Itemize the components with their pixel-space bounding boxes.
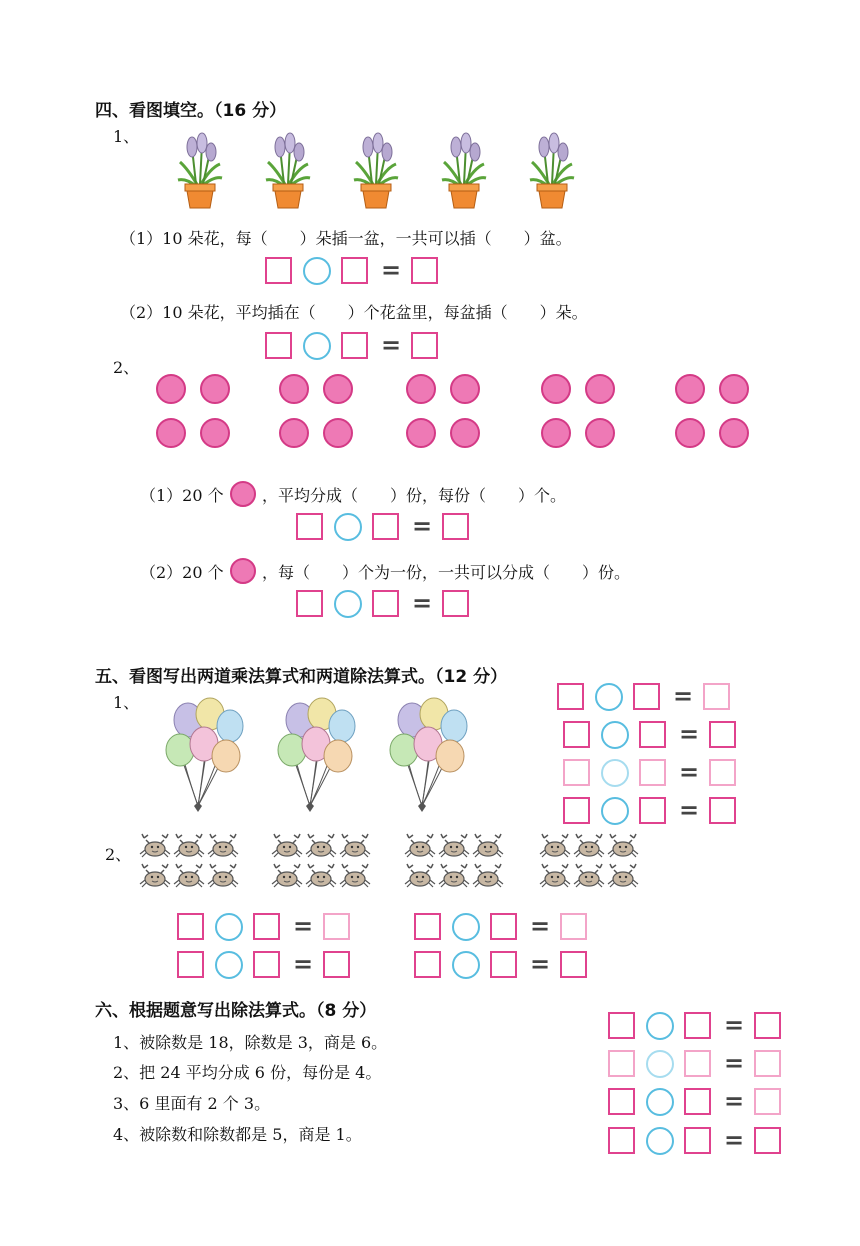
- answer-box[interactable]: [560, 913, 587, 940]
- answer-box[interactable]: [323, 913, 350, 940]
- answer-box[interactable]: [633, 683, 660, 710]
- answer-box[interactable]: [414, 913, 441, 940]
- answer-box[interactable]: [296, 513, 323, 540]
- s5-q2-number: 2、: [105, 845, 132, 864]
- crab-icon: [272, 834, 302, 857]
- equation-row: [296, 590, 476, 620]
- equation-row: [563, 759, 743, 789]
- crab-icon: [174, 834, 204, 857]
- pink-dot-icon: [156, 418, 186, 448]
- crab-icon: [473, 864, 503, 887]
- flower-pots-row: [170, 132, 590, 212]
- answer-box[interactable]: [265, 257, 292, 284]
- answer-box[interactable]: [754, 1012, 781, 1039]
- operator-circle[interactable]: [601, 721, 629, 749]
- answer-box[interactable]: [608, 1088, 635, 1115]
- pink-dot-icon: [719, 418, 749, 448]
- pink-dot-icon: [200, 374, 230, 404]
- operator-circle[interactable]: [601, 797, 629, 825]
- operator-circle[interactable]: [452, 951, 480, 979]
- crab-icon: [439, 834, 469, 857]
- answer-box[interactable]: [411, 332, 438, 359]
- pink-dot-icon: [279, 418, 309, 448]
- equation-row: [608, 1088, 788, 1118]
- operator-circle[interactable]: [646, 1012, 674, 1040]
- equals-sign: =: [673, 682, 694, 710]
- equation-row: [177, 913, 357, 943]
- equals-sign: =: [293, 950, 314, 978]
- answer-box[interactable]: [560, 951, 587, 978]
- q2-sub2-prefix: （2）20 个: [140, 563, 224, 582]
- operator-circle[interactable]: [215, 913, 243, 941]
- flower-pot-icon: [354, 133, 398, 208]
- pink-dot-icon: [585, 374, 615, 404]
- pink-dot-icon: [675, 418, 705, 448]
- answer-box[interactable]: [639, 759, 666, 786]
- answer-box[interactable]: [253, 951, 280, 978]
- answer-box[interactable]: [684, 1127, 711, 1154]
- answer-box[interactable]: [372, 590, 399, 617]
- answer-box[interactable]: [563, 797, 590, 824]
- q1-sub1-text: （1）10 朵花，每（ ）朵插一盆，一共可以插（ ）盆。: [120, 229, 572, 248]
- equation-row: [563, 797, 743, 827]
- crab-icon: [439, 864, 469, 887]
- crab-icon: [306, 864, 336, 887]
- answer-box[interactable]: [709, 759, 736, 786]
- pink-dot-icon: [719, 374, 749, 404]
- crab-icon: [540, 864, 570, 887]
- crab-icon: [140, 864, 170, 887]
- answer-box[interactable]: [490, 913, 517, 940]
- q1-sub2-text: （2）10 朵花，平均插在（ ）个花盆里，每盆插（ ）朵。: [120, 303, 588, 322]
- crab-icon: [608, 864, 638, 887]
- equals-sign: =: [724, 1126, 745, 1154]
- answer-box[interactable]: [684, 1012, 711, 1039]
- s6-item-4: 4、被除数和除数都是 5，商是 1。: [113, 1125, 362, 1144]
- equals-sign: =: [412, 589, 433, 617]
- crab-icon: [473, 834, 503, 857]
- crab-icon: [174, 864, 204, 887]
- pink-dot-icon: [156, 374, 186, 404]
- q2-number: 2、: [113, 358, 140, 377]
- answer-box[interactable]: [639, 721, 666, 748]
- equals-sign: =: [381, 331, 402, 359]
- operator-circle[interactable]: [215, 951, 243, 979]
- operator-circle[interactable]: [646, 1088, 674, 1116]
- answer-box[interactable]: [557, 683, 584, 710]
- section6-title: 六、根据题意写出除法算式。（8 分）: [95, 1001, 377, 1021]
- answer-box[interactable]: [323, 951, 350, 978]
- crab-icon: [140, 834, 170, 857]
- equals-sign: =: [724, 1049, 745, 1077]
- flower-pot-icon: [266, 133, 310, 208]
- equation-row: [608, 1012, 788, 1042]
- answer-box[interactable]: [709, 721, 736, 748]
- crab-icon: [306, 834, 336, 857]
- answer-box[interactable]: [414, 951, 441, 978]
- equation-row: [608, 1050, 788, 1080]
- pink-dot-icon: [406, 374, 436, 404]
- answer-box[interactable]: [490, 951, 517, 978]
- equals-sign: =: [679, 720, 700, 748]
- equation-row: [265, 257, 445, 287]
- pink-dot-icon: [323, 418, 353, 448]
- answer-box[interactable]: [639, 797, 666, 824]
- equation-row: [265, 332, 445, 362]
- crab-icon: [405, 834, 435, 857]
- answer-box[interactable]: [608, 1127, 635, 1154]
- balloons-row: [158, 694, 478, 824]
- q2-sub1-suffix: ，平均分成（ ）份，每份（ ）个。: [262, 486, 567, 505]
- answer-box[interactable]: [709, 797, 736, 824]
- equals-sign: =: [381, 256, 402, 284]
- crab-icon: [208, 834, 238, 857]
- pink-dot-icon: [230, 558, 256, 584]
- equals-sign: =: [724, 1087, 745, 1115]
- answer-box[interactable]: [563, 721, 590, 748]
- equation-row: [177, 951, 357, 981]
- answer-box[interactable]: [684, 1088, 711, 1115]
- q2-sub1-prefix: （1）20 个: [140, 486, 224, 505]
- answer-box[interactable]: [442, 513, 469, 540]
- section5-title: 五、看图写出两道乘法算式和两道除法算式。（12 分）: [95, 667, 508, 687]
- answer-box[interactable]: [341, 257, 368, 284]
- q2-sub2-suffix: ，每（ ）个为一份，一共可以分成（ ）份。: [262, 563, 631, 582]
- equation-row: [414, 951, 594, 981]
- crab-icon: [272, 864, 302, 887]
- flower-pot-icon: [442, 133, 486, 208]
- crab-icon: [608, 834, 638, 857]
- pink-dot-icon: [585, 418, 615, 448]
- answer-box[interactable]: [684, 1050, 711, 1077]
- operator-circle[interactable]: [646, 1127, 674, 1155]
- answer-box[interactable]: [754, 1050, 781, 1077]
- answer-box[interactable]: [608, 1012, 635, 1039]
- crab-icon: [405, 864, 435, 887]
- answer-box[interactable]: [703, 683, 730, 710]
- pink-dot-icon: [323, 374, 353, 404]
- pink-dot-icon: [200, 418, 230, 448]
- answer-box[interactable]: [754, 1088, 781, 1115]
- crab-icon: [340, 834, 370, 857]
- pink-dot-icon: [450, 374, 480, 404]
- operator-circle[interactable]: [595, 683, 623, 711]
- crab-icon: [574, 864, 604, 887]
- operator-circle[interactable]: [334, 513, 362, 541]
- answer-box[interactable]: [608, 1050, 635, 1077]
- operator-circle[interactable]: [601, 759, 629, 787]
- balloon-bunch-icon: [166, 698, 243, 812]
- pink-dot-icon: [279, 374, 309, 404]
- q1-number: 1、: [113, 127, 140, 146]
- equals-sign: =: [679, 796, 700, 824]
- answer-box[interactable]: [265, 332, 292, 359]
- balloon-bunch-icon: [278, 698, 355, 812]
- equals-sign: =: [530, 912, 551, 940]
- pink-dot-icon: [230, 481, 256, 507]
- answer-box[interactable]: [253, 913, 280, 940]
- answer-box[interactable]: [296, 590, 323, 617]
- s6-item-1: 1、被除数是 18，除数是 3，商是 6。: [113, 1033, 388, 1052]
- operator-circle[interactable]: [452, 913, 480, 941]
- dot-groups: [156, 374, 756, 450]
- balloon-bunch-icon: [390, 698, 467, 812]
- answer-box[interactable]: [341, 332, 368, 359]
- answer-box[interactable]: [177, 951, 204, 978]
- equals-sign: =: [530, 950, 551, 978]
- crabs-row: [138, 830, 648, 894]
- equals-sign: =: [679, 758, 700, 786]
- pink-dot-icon: [450, 418, 480, 448]
- operator-circle[interactable]: [334, 590, 362, 618]
- equals-sign: =: [412, 512, 433, 540]
- answer-box[interactable]: [563, 759, 590, 786]
- answer-box[interactable]: [442, 590, 469, 617]
- s6-item-2: 2、把 24 平均分成 6 份，每份是 4。: [113, 1063, 382, 1082]
- flower-pot-icon: [178, 133, 222, 208]
- pink-dot-icon: [675, 374, 705, 404]
- equals-sign: =: [293, 912, 314, 940]
- operator-circle[interactable]: [303, 332, 331, 360]
- s5-q1-number: 1、: [113, 693, 140, 712]
- equals-sign: =: [724, 1011, 745, 1039]
- operator-circle[interactable]: [646, 1050, 674, 1078]
- answer-box[interactable]: [411, 257, 438, 284]
- crab-icon: [540, 834, 570, 857]
- crab-icon: [574, 834, 604, 857]
- flower-pot-icon: [530, 133, 574, 208]
- equation-row: [414, 913, 594, 943]
- equation-row: [563, 721, 743, 751]
- pink-dot-icon: [541, 374, 571, 404]
- pink-dot-icon: [541, 418, 571, 448]
- equation-row: [296, 513, 476, 543]
- operator-circle[interactable]: [303, 257, 331, 285]
- s6-item-3: 3、6 里面有 2 个 3。: [113, 1094, 271, 1113]
- crab-icon: [340, 864, 370, 887]
- equation-row: [557, 683, 737, 713]
- pink-dot-icon: [406, 418, 436, 448]
- answer-box[interactable]: [372, 513, 399, 540]
- section4-title: 四、看图填空。（16 分）: [95, 101, 287, 121]
- answer-box[interactable]: [754, 1127, 781, 1154]
- equation-row: [608, 1127, 788, 1157]
- crab-icon: [208, 864, 238, 887]
- answer-box[interactable]: [177, 913, 204, 940]
